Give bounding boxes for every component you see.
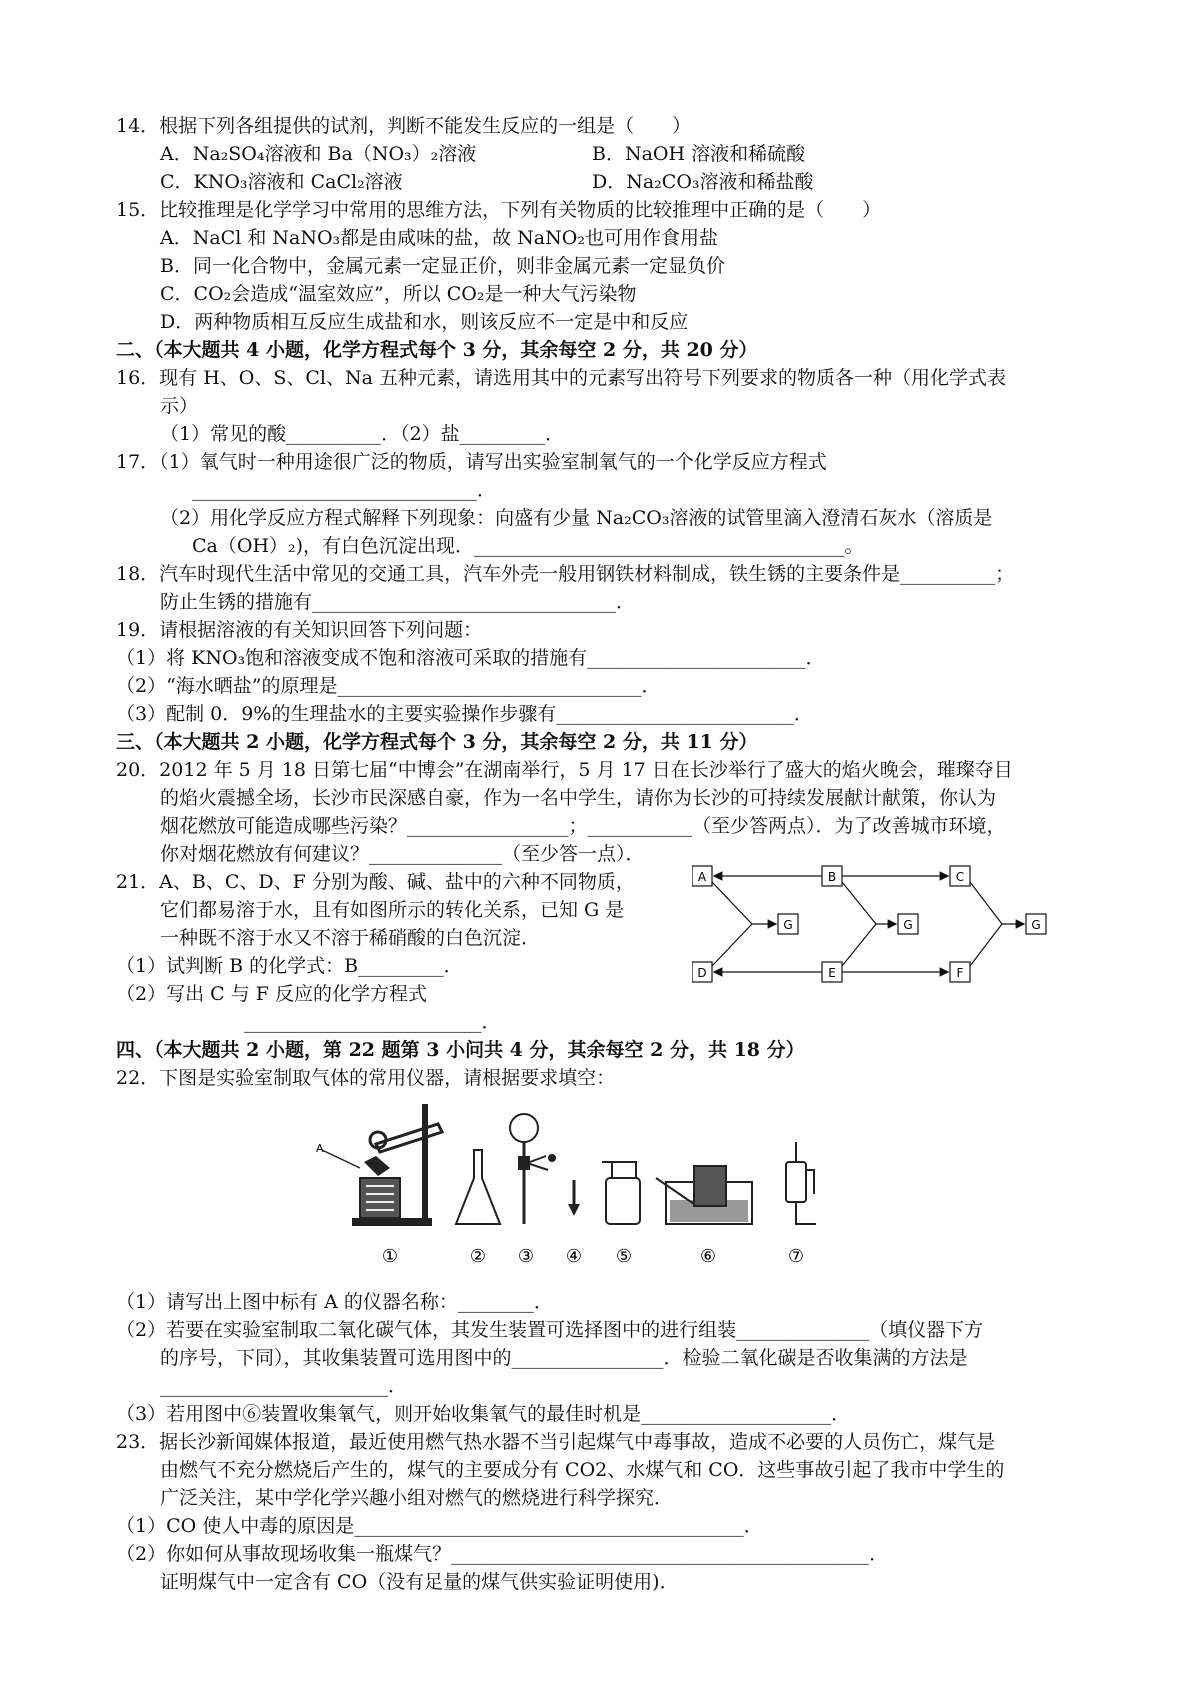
apparatus-number-2: ② [469,1246,487,1267]
question-16: 16．现有 H、O、S、Cl、Na 五种元素，请选用其中的元素写出符号下列要求的物质各一种（用化学式表 [116,367,1006,389]
node-b-label: B [827,870,837,884]
separatory-funnel [510,1114,556,1224]
q17-part-2-cont: Ca（OH）₂)，有白色沉淀出现．_______________________________________。 [192,535,864,557]
apparatus-number-1: ① [381,1246,399,1267]
question-21-cont-1: 它们都易溶于水，且有如图所示的转化关系，已知 G 是 [160,899,625,921]
node-a-label: A [697,870,707,884]
conical-flask [456,1150,500,1224]
lab-apparatus-figure [316,1100,888,1278]
arrow-b-e-to-g [842,882,896,924]
q22-part-3: （3）若用图中⑥装置收集氧气，则开始收集氧气的最佳时机是____________________． [116,1403,851,1425]
node-g1-label: G [783,918,793,932]
q17-blank: ______________________________． [192,479,497,501]
line-d-to-g [712,924,752,966]
water-trough [656,1166,752,1224]
q22-part-2-cont-1: 的序号，下同），其收集装置可选用图中的________________．检验二氧化碳是否收集满的方法是 [160,1347,968,1369]
q19-part-3: （3）配制 0．9%的生理盐水的主要实验操作步骤有_________________________． [116,703,813,725]
q21-part-1: （1）试判断 B 的化学式：B_________． [116,955,463,977]
question-18-cont: 防止生锈的措施有________________________________． [160,591,636,613]
question-15: 15．比较推理是化学学习中常用的思维方法，下列有关物质的比较推理中正确的是（ ） [116,199,882,221]
question-20-cont-2: 烟花燃放可能造成哪些污染？_________________；___________（至少答两点）．为了改善城市环境， [160,815,1006,837]
node-e-label: E [828,966,836,980]
q15-option-c: C．CO₂会造成“温室效应”，所以 CO₂是一种大气污染物 [160,283,637,305]
question-20: 20．2012 年 5 月 18 日第七届“中博会”在湖南举行，5 月 17 日在长沙举行了盛大的焰火晚会，璀璨夺目 [116,759,1013,781]
q23-part-2: （2）你如何从事故现场收集一瓶煤气？____________________________________________． [116,1543,889,1565]
q22-part-2: （2）若要在实验室制取二氧化碳气体，其发生装置可选择图中的进行组装______________（填仪器下方 [116,1319,984,1341]
apparatus-label-a: A [316,1142,324,1155]
line-f-to-g [970,924,1002,966]
q15-option-d: D．两种物质相互反应生成盐和水，则该反应不一定是中和反应 [160,311,689,333]
node-g3-label: G [1031,918,1041,932]
q14-option-d: D．Na₂CO₃溶液和稀盐酸 [592,171,814,193]
q15-option-a: A．NaCl 和 NaNO₃都是由咸味的盐，故 NaNO₂也可用作食用盐 [160,227,718,249]
q21-part-2: （2）写出 C 与 F 反应的化学方程式 [116,983,427,1005]
question-22: 22．下图是实验室制取气体的常用仪器，请根据要求填空： [116,1067,616,1089]
q14-option-b: B．NaOH 溶液和稀硫酸 [592,143,806,165]
line-e-to-g [842,924,876,966]
alcohol-lamp-stand-apparatus [316,1104,442,1226]
q22-part-1: （1）请写出上图中标有 A 的仪器名称：________． [116,1291,553,1313]
q14-option-a: A．Na₂SO₄溶液和 Ba（NO₃）₂溶液 [160,143,477,165]
question-20-cont-1: 的焰火震撼全场，长沙市民深感自豪，作为一名中学生，请你为长沙的可持续发展献计献策，你认为 [160,787,997,809]
node-g2-label: G [903,918,913,932]
question-23-cont-2: 广泛关注，某中学化学兴趣小组对燃气的燃烧进行科学探究． [160,1487,674,1509]
q17-part-2: （2）用化学反应方程式解释下列现象：向盛有少量 Na₂CO₃溶液的试管里滴入澄清石灰水（溶质是 [160,507,993,529]
question-17: 17．（1）氧气时一种用途很广泛的物质，请写出实验室制氧气的一个化学反应方程式 [116,451,827,473]
q14-option-c: C．KNO₃溶液和 CaCl₂溶液 [160,171,403,193]
question-23-cont-1: 由燃气不充分燃烧后产生的，煤气的主要成分有 CO2、水煤气和 CO．这些事故引起了我市中学生的 [160,1459,1005,1481]
arrow-a-d-to-g [712,882,776,924]
q19-part-2: （2）“海水晒盐”的原理是________________________________． [116,675,661,697]
node-d-label: D [697,966,707,980]
question-18: 18．汽车时现代生活中常见的交通工具，汽车外壳一般用钢铁材料制成，铁生锈的主要条件是__________； [116,563,1015,585]
q23-part-1: （1）CO 使人中毒的原因是_________________________________________． [116,1515,763,1537]
apparatus-number-3: ③ [517,1246,535,1267]
question-23: 23．据长沙新闻媒体报道，最近使用燃气热水器不当引起煤气中毒事故，造成不必要的人员伤亡，煤气是 [116,1431,996,1453]
stopper-tube [568,1180,580,1216]
apparatus-number-6: ⑥ [699,1246,717,1267]
section-2-heading: 二、（本大题共 4 小题，化学方程式每个 3 分，其余每空 2 分，共 20 分） [116,339,758,361]
q16-part-1: （1）常见的酸__________．（2）盐_________． [160,423,565,445]
question-21-cont-2: 一种既不溶于水又不溶于稀硝酸的白色沉淀． [160,927,541,949]
node-f-label: F [956,966,964,980]
reaction-relationship-diagram [692,860,1094,988]
arrow-c-f-to-g [970,882,1024,924]
question-20-cont-3: 你对烟花燃放有何建议？______________（至少答一点）． [160,843,645,865]
q23-part-2-cont: 证明煤气中一定含有 CO（没有足量的煤气供实验证明使用)． [160,1571,679,1593]
q15-option-b: B．同一化合物中，金属元素一定显正价，则非金属元素一定显负价 [160,255,725,277]
question-19: 19．请根据溶液的有关知识回答下列问题： [116,619,483,641]
node-c-label: C [955,870,965,884]
question-16-cont: 示） [160,395,199,417]
section-4-heading: 四、（本大题共 2 小题，第 22 题第 3 小问共 4 分，其余每空 2 分，共 18 分） [116,1039,805,1061]
question-14: 14．根据下列各组提供的试剂，判断不能发生反应的一组是（ ） [116,115,692,137]
question-21: 21．A、B、C、D、F 分别为酸、碱、盐中的六种不同物质， [116,871,635,893]
apparatus-number-4: ④ [565,1246,583,1267]
section-3-heading: 三、（本大题共 2 小题，化学方程式每个 3 分，其余每空 2 分，共 11 分） [116,731,758,753]
q21-blank: _________________________． [244,1011,501,1033]
apparatus-number-7: ⑦ [787,1246,805,1267]
gas-bottle [602,1162,640,1224]
bent-tube-apparatus [786,1142,816,1224]
apparatus-number-5: ⑤ [615,1246,633,1267]
q22-part-2-cont-2: ________________________． [160,1375,408,1397]
q19-part-1: （1）将 KNO₃饱和溶液变成不饱和溶液可采取的措施有_______________________． [116,647,825,669]
